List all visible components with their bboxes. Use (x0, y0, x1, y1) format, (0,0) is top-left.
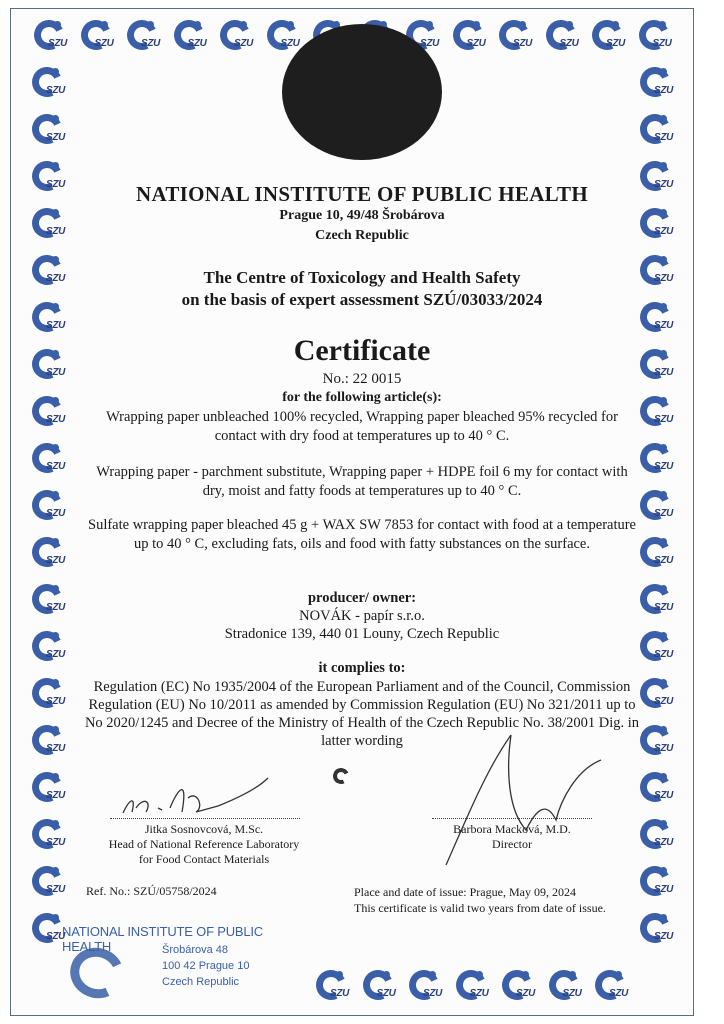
szu-logo-icon (30, 535, 76, 575)
right-signatory-name: Barbora Macková, M.D. (453, 822, 571, 836)
producer-address: Stradonice 139, 440 01 Louny, Czech Republic (224, 626, 500, 642)
szu-logo-icon (32, 18, 78, 58)
szu-logo-icon (172, 18, 218, 58)
szu-logo-text: SZU (46, 85, 66, 96)
szu-logo-text: SZU (654, 273, 674, 284)
right-signature-line (432, 818, 592, 819)
redaction-blot (282, 24, 442, 160)
szu-logo-text: SZU (654, 555, 674, 566)
szu-logo-icon (30, 488, 76, 528)
szu-logo-text: SZU (516, 988, 536, 999)
szu-logo-text: SZU (513, 38, 533, 49)
szu-logo-text: SZU (46, 320, 66, 331)
szu-logo-text: SZU (46, 508, 66, 519)
szu-logo-text: SZU (654, 414, 674, 425)
right-signatory-title: Director (492, 837, 532, 851)
szu-logo-icon (638, 441, 684, 481)
szu-logo-icon (638, 535, 684, 575)
compliance-text: Regulation (EC) No 1935/2004 of the European Parliament and of the Council, Commission Regulation (EU) No 10/2011 as amended by Commission Regulation (EU) No 321/2011 up to No 2020/1245 and Decree of the Ministry of Health of the Czech Republic No. 38/2001 Dig. in latter wording (84, 679, 640, 749)
szu-logo-text: SZU (234, 38, 254, 49)
szu-logo-icon (593, 968, 639, 1008)
szu-logo-icon (30, 441, 76, 481)
left-signatory-title-2: for Food Contact Materials (138, 852, 270, 866)
szu-logo-icon (638, 488, 684, 528)
szu-logo-icon (30, 723, 76, 763)
szu-logo-text: SZU (559, 38, 579, 49)
szu-logo-text: SZU (94, 38, 114, 49)
szu-logo-text: SZU (654, 931, 674, 942)
szu-logo-text: SZU (654, 132, 674, 143)
szu-logo-icon (451, 18, 497, 58)
stamp-line-3: Czech Republic (162, 976, 240, 988)
szu-logo-icon (314, 968, 360, 1008)
issue-place-date: Place and date of issue: Prague, May 09, 2024 (354, 885, 576, 899)
szu-logo-text: SZU (654, 320, 674, 331)
szu-logo-text: SZU (46, 179, 66, 190)
left-signature (118, 768, 278, 820)
szu-logo-icon (407, 968, 453, 1008)
szu-logo-text: SZU (654, 649, 674, 660)
institute-address: Prague 10, 49/48 Šrobárova (279, 208, 445, 223)
institute-country: Czech Republic (315, 228, 409, 243)
szu-logo-text: SZU (654, 226, 674, 237)
right-signatory (412, 822, 612, 852)
szu-logo-icon (30, 817, 76, 857)
szu-logo-icon (637, 18, 683, 58)
left-signatory-name: Jitka Sosnovcová, M.Sc. (144, 822, 264, 836)
szu-logo-icon (361, 968, 407, 1008)
szu-logo-icon (638, 676, 684, 716)
szu-logo-text: SZU (46, 132, 66, 143)
issue-info (354, 884, 606, 916)
left-signature-line (110, 818, 300, 819)
szu-logo-text: SZU (654, 602, 674, 613)
szu-logo-icon (30, 112, 76, 152)
szu-logo-text: SZU (654, 461, 674, 472)
szu-logo-text: SZU (46, 696, 66, 707)
szu-logo-text: SZU (654, 837, 674, 848)
left-signatory (74, 822, 334, 867)
szu-logo-text: SZU (330, 988, 350, 999)
szu-logo-text: SZU (46, 649, 66, 660)
szu-logo-text: SZU (141, 38, 161, 49)
szu-logo-text: SZU (609, 988, 629, 999)
article-3: Sulfate wrapping paper bleached 45 g + WAX SW 7853 for contact with food at a temperature up to 40 ° C, excluding fats, oils and food with fatty substances on the surface. (88, 517, 636, 552)
szu-logo-icon (547, 968, 593, 1008)
institute-name: NATIONAL INSTITUTE OF PUBLIC HEALTH (135, 182, 588, 206)
articles-label: for the following article(s): (282, 390, 442, 405)
szu-logo-text: SZU (654, 367, 674, 378)
szu-logo-text: SZU (46, 367, 66, 378)
szu-logo-text: SZU (280, 38, 300, 49)
szu-logo-text: SZU (654, 790, 674, 801)
szu-logo-text: SZU (46, 837, 66, 848)
szu-logo-text: SZU (423, 988, 443, 999)
institute-stamp (40, 922, 300, 1002)
compliance-label: it complies to: (318, 660, 406, 676)
szu-logo-icon (638, 723, 684, 763)
szu-logo-text: SZU (46, 790, 66, 801)
article-2: Wrapping paper - parchment substitute, Wrapping paper + HDPE foil 6 my for contact with dry, moist and fatty foods at temperatures up to 40 ° C. (96, 464, 628, 499)
szu-logo-text: SZU (466, 38, 486, 49)
szu-logo-text: SZU (654, 884, 674, 895)
stamp-title: NATIONAL INSTITUTE OF PUBLIC HEALTH (62, 924, 263, 954)
stamp-line-2: 100 42 Prague 10 (162, 960, 250, 972)
szu-logo-text: SZU (46, 461, 66, 472)
szu-logo-text: SZU (652, 38, 672, 49)
szu-logo-text: SZU (46, 226, 66, 237)
producer-name: NOVÁK - papír s.r.o. (299, 608, 425, 624)
szu-logo-icon (218, 18, 264, 58)
reference-number: Ref. No.: SZÚ/05758/2024 (86, 884, 217, 898)
szu-logo-text: SZU (46, 884, 66, 895)
szu-logo-icon (638, 911, 684, 951)
certificate-number: No.: 22 0015 (322, 371, 402, 387)
szu-logo-text: SZU (46, 602, 66, 613)
szu-logo-text: SZU (46, 555, 66, 566)
stamp-line-1: Šrobárova 48 (162, 944, 229, 956)
szu-logo-text: SZU (654, 85, 674, 96)
szu-logo-icon (125, 18, 171, 58)
szu-logo-icon (454, 968, 500, 1008)
szu-logo-icon (638, 65, 684, 105)
szu-logo-text: SZU (46, 931, 66, 942)
szu-logo-icon (79, 18, 125, 58)
szu-logo-icon (544, 18, 590, 58)
szu-logo-icon (590, 18, 636, 58)
left-signatory-title-1: Head of National Reference Laboratory (108, 837, 300, 851)
szu-logo-text: SZU (654, 743, 674, 754)
szu-logo-text: SZU (654, 179, 674, 190)
szu-logo-icon (638, 770, 684, 810)
szu-logo-text: SZU (469, 988, 489, 999)
szu-logo-text: SZU (654, 696, 674, 707)
small-szu-logo-icon (333, 768, 359, 790)
szu-logo-icon (30, 65, 76, 105)
szu-logo-icon (638, 864, 684, 904)
szu-logo-icon (30, 864, 76, 904)
producer-label: producer/ owner: (307, 590, 417, 606)
szu-logo-icon (638, 112, 684, 152)
szu-logo-icon (638, 817, 684, 857)
szu-logo-icon (30, 770, 76, 810)
szu-logo-icon (500, 968, 546, 1008)
szu-logo-text: SZU (187, 38, 207, 49)
szu-logo-text: SZU (46, 273, 66, 284)
szu-logo-icon (30, 676, 76, 716)
szu-logo-text: SZU (420, 38, 440, 49)
szu-logo-text: SZU (46, 743, 66, 754)
szu-logo-text: SZU (48, 38, 68, 49)
szu-logo-text: SZU (654, 508, 674, 519)
article-1: Wrapping paper unbleached 100% recycled, Wrapping paper bleached 95% recycled for contact with dry food at temperatures up to 40 ° C. (106, 409, 618, 444)
centre-name: The Centre of Toxicology and Health Safety (203, 268, 521, 287)
szu-logo-text: SZU (376, 988, 396, 999)
szu-logo-icon (497, 18, 543, 58)
expert-assessment: on the basis of expert assessment SZÚ/03033/2024 (181, 290, 543, 309)
issue-validity: This certificate is valid two years from date of issue. (354, 901, 606, 915)
szu-logo-text: SZU (46, 414, 66, 425)
szu-logo-text: SZU (606, 38, 626, 49)
szu-logo-text: SZU (562, 988, 582, 999)
certificate-title: Certificate (293, 334, 431, 367)
